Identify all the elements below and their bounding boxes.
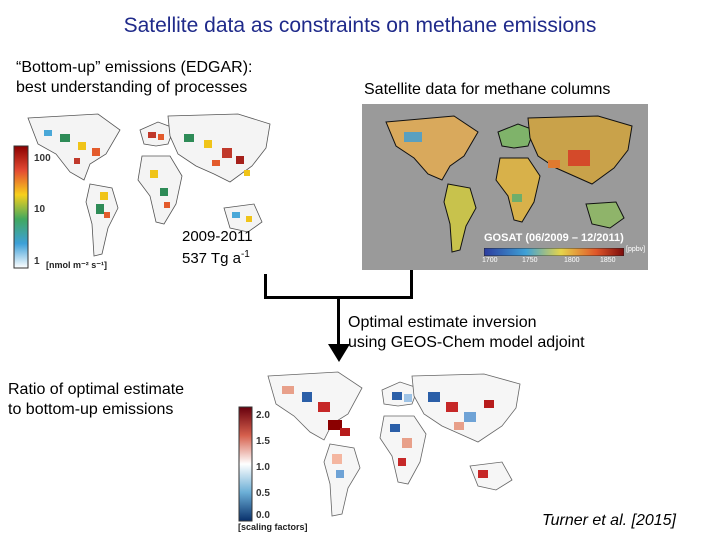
slide-title: Satellite data as constraints on methane emissions [123,14,597,37]
ratio-label-line1: Ratio of optimal estimate [8,381,185,398]
ratio-tick-1.5: 1.5 [256,436,270,447]
ratio-tick-0.0: 0.0 [256,510,270,521]
connector-left-vertical [264,274,267,298]
satellite-label: Satellite data for methane columns [364,81,611,98]
ratio-tick-1.0: 1.0 [256,462,270,473]
edgar-tick-10: 10 [34,204,46,215]
gosat-colorbar [484,248,624,256]
ratio-colorbar [238,406,254,522]
edgar-emissions-map [8,104,280,274]
arrow-head-icon [328,344,350,362]
bottom-up-label-line2: best understanding of processes [16,79,248,96]
edgar-colorbar [12,144,30,270]
gosat-colorbar-unit: [ppbv] [626,246,646,253]
edgar-totals [182,228,253,268]
ratio-colorbar-unit: [scaling factors] [238,522,308,532]
edgar-tick-100: 100 [34,153,51,164]
gosat-product-label: GOSAT (06/2009 – 12/2011) [484,232,624,244]
inversion-label-line2: using GEOS-Chem model adjoint [348,334,585,351]
inversion-label-line1: Optimal estimate inversion [348,314,537,331]
gosat-tick-1850: 1850 [600,257,616,264]
ratio-tick-2.0: 2.0 [256,410,270,421]
connector-down [337,296,340,346]
ratio-label [8,380,184,420]
ratio-map [232,362,528,534]
inversion-label [348,313,585,353]
gosat-tick-1750: 1750 [522,257,538,264]
connector-right-vertical [410,270,413,298]
ratio-label-line2: to bottom-up emissions [8,401,174,418]
ratio-tick-0.5: 0.5 [256,488,270,499]
bottom-up-label [16,58,253,98]
gosat-map-graphic [362,104,648,270]
edgar-period: 2009-2011 [182,228,253,245]
citation: Turner et al. [2015] [542,512,676,529]
gosat-tick-1700: 1700 [482,257,498,264]
edgar-total: 537 Tg $a^{-1}$ [182,249,250,267]
gosat-tick-1800: 1800 [564,257,580,264]
gosat-methane-map [362,104,648,270]
bottom-up-label-line1: “Bottom-up” emissions (EDGAR): [16,59,253,76]
edgar-colorbar-unit: [nmol m⁻² s⁻¹] [46,260,107,270]
ratio-map-graphic [232,362,528,534]
edgar-tick-1: 1 [34,256,40,267]
